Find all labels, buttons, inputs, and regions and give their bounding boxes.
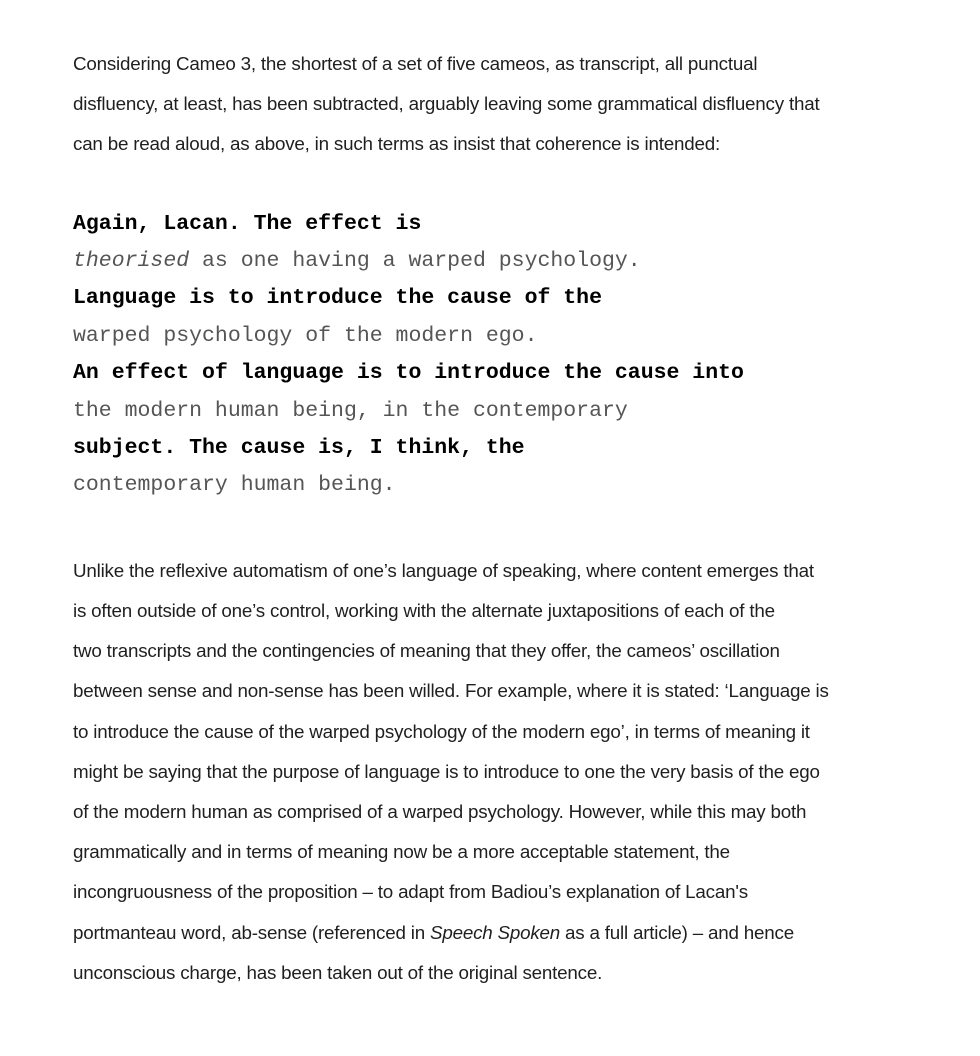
cameo-line-8-regular: contemporary human being. — [73, 473, 396, 498]
closing-line-2: is often outside of one’s control, working with the alternate juxtapositions of each of the — [73, 600, 775, 622]
closing-line-10-pre: portmanteau word, ab-sense (referenced in — [73, 921, 430, 943]
closing-line-8: grammatically and in terms of meaning now be a more acceptable statement, the — [73, 841, 730, 863]
closing-line-11: unconscious charge, has been taken out of the original sentence. — [73, 961, 603, 983]
closing-line-3: two transcripts and the contingencies of meaning that they offer, the cameos’ oscillation — [73, 640, 780, 662]
cameo-transcript-block — [73, 206, 920, 505]
intro-line-2: disfluency, at least, has been subtracted, arguably leaving some grammatical disfluency that — [73, 93, 820, 115]
closing-line-6: might be saying that the purpose of language is to introduce to one the very basis of the ego — [73, 760, 820, 782]
cameo-line-1-bold: Again, Lacan. The effect is — [73, 211, 422, 236]
closing-line-1: Unlike the reflexive automatism of one’s language of speaking, where content emerges that — [73, 559, 814, 581]
cameo-line-4-regular: warped psychology of the modern ego. — [73, 323, 538, 348]
cameo-line-5-bold: An effect of language is to introduce the cause into — [73, 361, 744, 386]
cameo-line-2-rest: as one having a warped psychology. — [189, 249, 641, 274]
cameo-line-3-bold: Language is to introduce the cause of the — [73, 286, 602, 311]
closing-paragraph — [73, 551, 920, 993]
speech-spoken-title: Speech Spoken — [430, 921, 561, 943]
closing-line-10 — [73, 913, 920, 953]
closing-line-9: incongruousness of the proposition – to adapt from Badiou’s explanation of Lacan's — [73, 881, 748, 903]
cameo-line-2-regular — [73, 243, 920, 280]
cameo-italic-word: theorised — [73, 249, 190, 274]
closing-line-4: between sense and non-sense has been willed. For example, where it is stated: ‘Language is — [73, 680, 829, 702]
intro-line-3: can be read aloud, as above, in such terms as insist that coherence is intended: — [73, 133, 720, 155]
closing-line-7: of the modern human as comprised of a warped psychology. However, while this may both — [73, 801, 807, 823]
cameo-line-7-bold: subject. The cause is, I think, the — [73, 436, 525, 461]
closing-line-5: to introduce the cause of the warped psychology of the modern ego’, in terms of meaning it — [73, 720, 810, 742]
cameo-line-6-regular: the modern human being, in the contemporary — [73, 398, 628, 423]
closing-line-10-post: as a full article) – and hence — [560, 921, 794, 943]
intro-paragraph — [73, 44, 920, 165]
intro-line-1: Considering Cameo 3, the shortest of a set of five cameos, as transcript, all punctual — [73, 53, 758, 74]
